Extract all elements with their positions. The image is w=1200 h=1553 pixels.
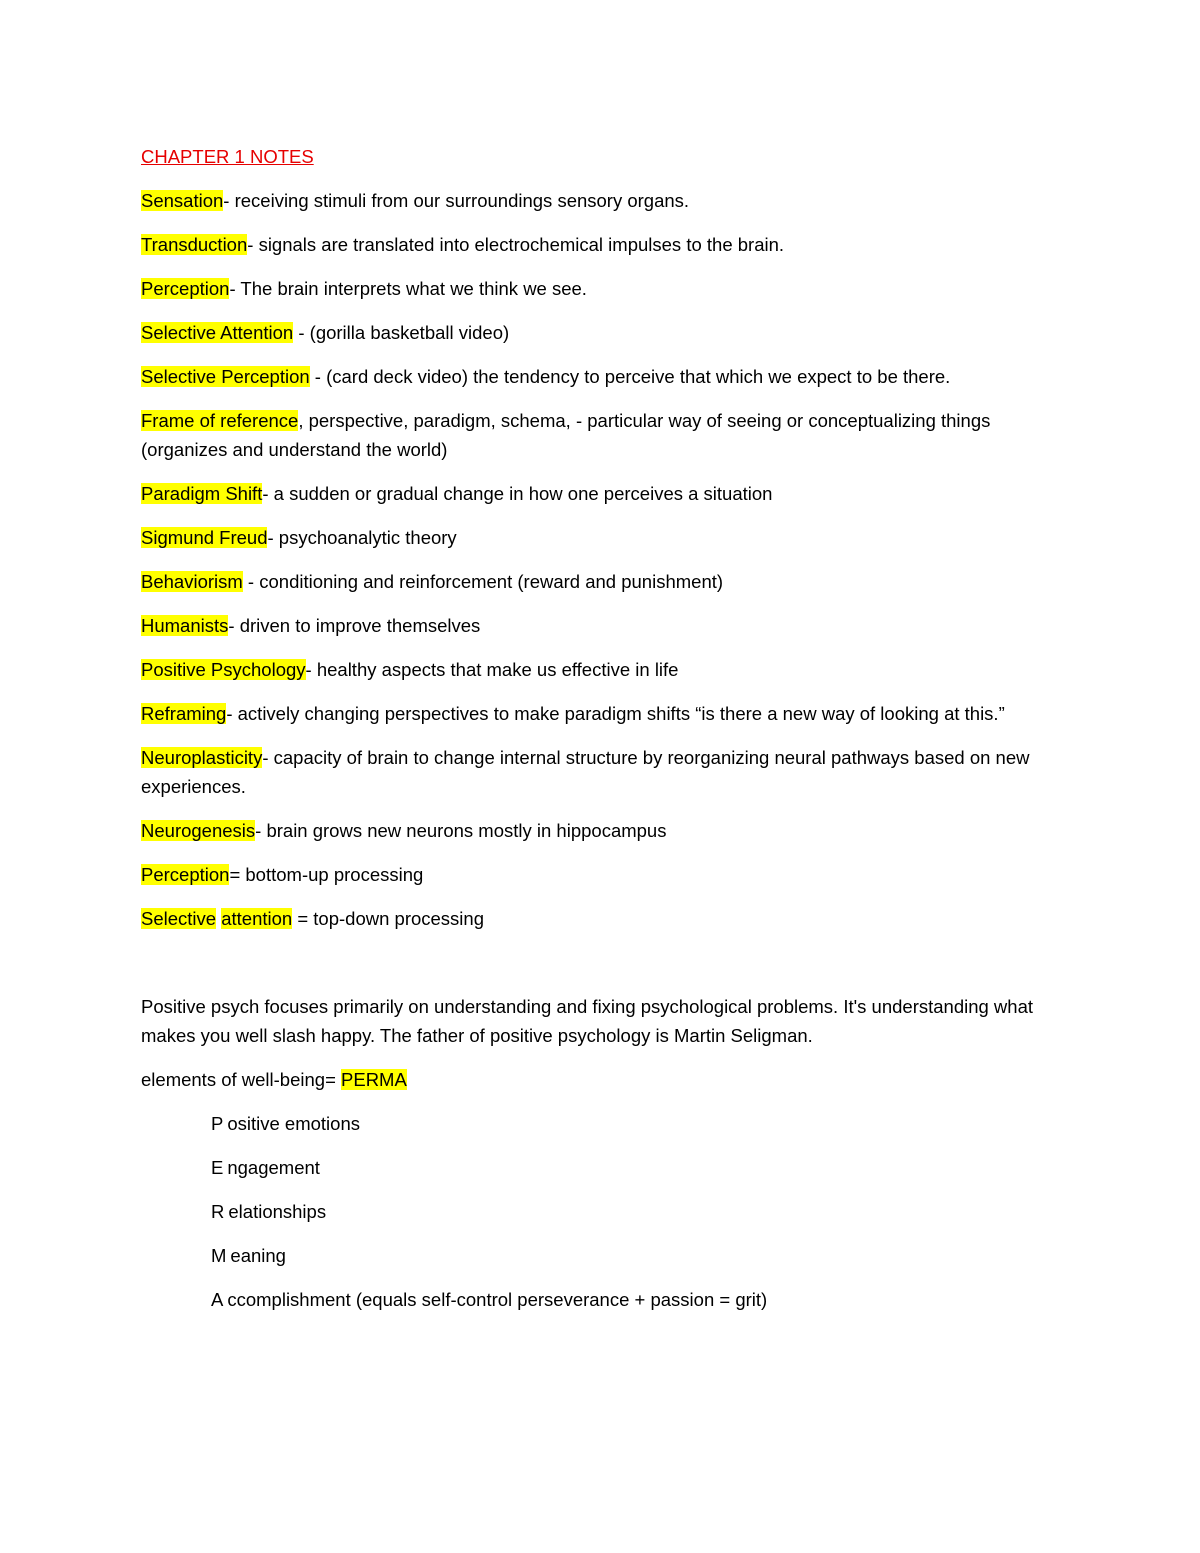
- perma-intro-text: elements of well-being=: [141, 1069, 342, 1090]
- definition-text: - The brain interprets what we think we see.: [229, 278, 587, 299]
- perma-letter: M: [211, 1245, 227, 1266]
- perma-rest: eaning: [230, 1245, 286, 1266]
- definition-text: , perspective, paradigm, schema, - particular way of seeing or conceptualizing things (organizes and understand the world): [141, 410, 991, 460]
- definition-term: Reframing: [141, 703, 227, 724]
- definition-item: [141, 479, 1061, 508]
- definition-text: - (card deck video) the tendency to perceive that which we expect to be there.: [309, 366, 951, 387]
- definition-term: Selective Attention: [141, 322, 294, 343]
- definition-text: - signals are translated into electrochemical impulses to the brain.: [247, 234, 785, 255]
- definition-text: - a sudden or gradual change in how one perceives a situation: [262, 483, 773, 504]
- definition-term: Frame of reference: [141, 410, 299, 431]
- perma-letter: A: [211, 1289, 224, 1310]
- perma-intro: [141, 1065, 1061, 1094]
- definition-item: [141, 274, 1061, 303]
- perma-rest: ngagement: [227, 1157, 320, 1178]
- definition-term: Perception: [141, 278, 230, 299]
- definition-text: = bottom-up processing: [229, 864, 424, 885]
- definition-term: Positive Psychology: [141, 659, 306, 680]
- perma-item: [211, 1109, 1061, 1138]
- definition-item: [141, 699, 1061, 728]
- definition-term: Neuroplasticity: [141, 747, 263, 768]
- definition-item: [141, 230, 1061, 259]
- definition-item: [141, 406, 1061, 464]
- definition-text: - driven to improve themselves: [228, 615, 481, 636]
- definition-item: [141, 611, 1061, 640]
- definition-term: Transduction: [141, 234, 248, 255]
- section-spacer: [141, 948, 1061, 992]
- perma-rest: elationships: [228, 1201, 327, 1222]
- definition-item: [141, 362, 1061, 391]
- definition-term: Perception: [141, 864, 230, 885]
- definition-item: [141, 523, 1061, 552]
- definition-term: attention: [221, 908, 293, 929]
- definition-item: [141, 655, 1061, 684]
- perma-letter: R: [211, 1201, 225, 1222]
- definition-term: Behaviorism: [141, 571, 243, 592]
- definition-text: - capacity of brain to change internal structure by reorganizing neural pathways based on new experiences.: [141, 747, 1030, 797]
- definition-term: Sensation: [141, 190, 224, 211]
- definition-text: - actively changing perspectives to make paradigm shifts “is there a new way of looking at this.”: [226, 703, 1005, 724]
- definition-text: - psychoanalytic theory: [267, 527, 457, 548]
- definition-item: [141, 860, 1061, 889]
- perma-item: [211, 1285, 1061, 1314]
- chapter-title: CHAPTER 1 NOTES: [141, 146, 314, 167]
- perma-rest: ositive emotions: [227, 1113, 360, 1134]
- definition-term: Neurogenesis: [141, 820, 256, 841]
- perma-letter: P: [211, 1113, 224, 1134]
- definition-item: [141, 186, 1061, 215]
- definition-item: [141, 567, 1061, 596]
- definition-term: Selective: [141, 908, 217, 929]
- perma-item: [211, 1241, 1061, 1270]
- document-page: [141, 142, 1061, 1329]
- definition-term: Sigmund Freud: [141, 527, 268, 548]
- definitions-list: [141, 186, 1061, 933]
- definition-text: - brain grows new neurons mostly in hippocampus: [255, 820, 667, 841]
- definition-text: - receiving stimuli from our surroundings sensory organs.: [223, 190, 690, 211]
- definition-text: - conditioning and reinforcement (reward and punishment): [242, 571, 724, 592]
- definition-text: - (gorilla basketball video): [293, 322, 510, 343]
- definition-item: [141, 743, 1061, 801]
- definition-term: Selective Perception: [141, 366, 310, 387]
- perma-list: [141, 1109, 1061, 1314]
- definition-text: - healthy aspects that make us effective in life: [305, 659, 679, 680]
- perma-rest: ccomplishment (equals self-control perseverance + passion = grit): [227, 1289, 768, 1310]
- positive-psych-paragraph: Positive psych focuses primarily on understanding and fixing psychological problems. It's understanding what makes you well slash happy. The father of positive psychology is Martin Seligman.: [141, 996, 1034, 1046]
- perma-item: [211, 1153, 1061, 1182]
- perma-acronym: PERMA: [341, 1069, 407, 1090]
- definition-term: Humanists: [141, 615, 229, 636]
- definition-item: [141, 318, 1061, 347]
- definition-item: [141, 816, 1061, 845]
- perma-item: [211, 1197, 1061, 1226]
- definition-text: = top-down processing: [292, 908, 484, 929]
- definition-item: [141, 904, 1061, 933]
- perma-letter: E: [211, 1157, 224, 1178]
- definition-term: Paradigm Shift: [141, 483, 263, 504]
